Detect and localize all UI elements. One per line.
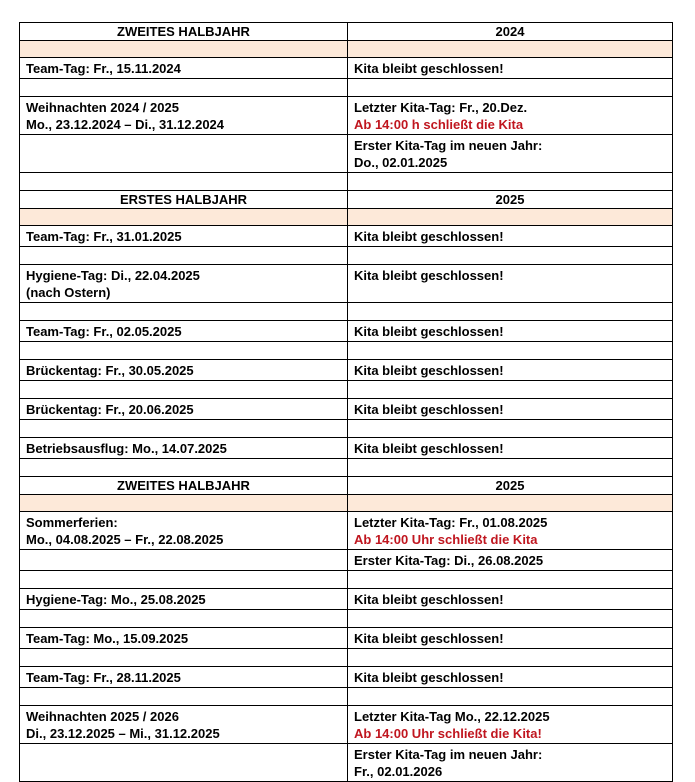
status-text: Letzter Kita-Tag Mo., 22.12.2025 (354, 709, 550, 724)
section-year: 2024 (348, 23, 673, 41)
status-cell (348, 265, 673, 303)
event-text: Mo., 04.08.2025 – Fr., 22.08.2025 (26, 532, 224, 547)
event-text: Team-Tag: Fr., 15.11.2024 (26, 61, 181, 76)
status-text: Kita bleibt geschlossen! (354, 670, 504, 685)
closure-schedule-table (19, 22, 673, 782)
event-cell (20, 321, 348, 342)
event-text: Team-Tag: Fr., 28.11.2025 (26, 670, 181, 685)
status-cell (348, 321, 673, 342)
event-cell (20, 706, 348, 744)
section-title: ERSTES HALBJAHR (20, 191, 348, 209)
status-cell (348, 706, 673, 744)
status-text: Kita bleibt geschlossen! (354, 229, 504, 244)
status-cell (348, 58, 673, 79)
status-cell (348, 399, 673, 420)
shaded-separator-row (20, 495, 673, 512)
event-text: Brückentag: Fr., 30.05.2025 (26, 363, 194, 378)
table-row (20, 58, 673, 79)
table-row (20, 706, 673, 744)
status-text: Kita bleibt geschlossen! (354, 268, 504, 283)
event-text: Betriebsausflug: Mo., 14.07.2025 (26, 441, 227, 456)
status-text: Fr., 02.01.2026 (354, 764, 443, 779)
status-text: Erster Kita-Tag im neuen Jahr: (354, 138, 543, 153)
event-cell (20, 438, 348, 459)
shaded-separator-row (20, 41, 673, 58)
event-cell (20, 550, 348, 571)
status-text: Kita bleibt geschlossen! (354, 631, 504, 646)
event-cell (20, 265, 348, 303)
spacer-row (20, 247, 673, 265)
section-year: 2025 (348, 191, 673, 209)
table-row (20, 744, 673, 782)
status-cell (348, 744, 673, 782)
table-row (20, 628, 673, 649)
table-row (20, 589, 673, 610)
status-cell (348, 512, 673, 550)
table-row (20, 512, 673, 550)
shaded-separator-row (20, 209, 673, 226)
section-header (20, 23, 673, 41)
table-row (20, 97, 673, 135)
status-cell (348, 589, 673, 610)
closing-time-notice: Ab 14:00 Uhr schließt die Kita! (354, 726, 542, 741)
status-text: Kita bleibt geschlossen! (354, 61, 504, 76)
event-text: Team-Tag: Fr., 02.05.2025 (26, 324, 182, 339)
event-text: Brückentag: Fr., 20.06.2025 (26, 402, 194, 417)
event-text: Weihnachten 2024 / 2025 (26, 100, 179, 115)
section-header (20, 477, 673, 495)
spacer-row (20, 79, 673, 97)
table-row (20, 226, 673, 247)
spacer-row (20, 420, 673, 438)
status-text: Kita bleibt geschlossen! (354, 363, 504, 378)
event-text: Mo., 23.12.2024 – Di., 31.12.2024 (26, 117, 225, 132)
status-text: Kita bleibt geschlossen! (354, 592, 504, 607)
status-text: Letzter Kita-Tag: Fr., 01.08.2025 (354, 515, 548, 530)
table-row (20, 135, 673, 173)
event-cell (20, 135, 348, 173)
status-cell (348, 135, 673, 173)
status-text: Kita bleibt geschlossen! (354, 402, 504, 417)
status-text: Letzter Kita-Tag: Fr., 20.Dez. (354, 100, 528, 115)
spacer-row (20, 173, 673, 191)
event-cell (20, 589, 348, 610)
event-text: Team-Tag: Mo., 15.09.2025 (26, 631, 189, 646)
event-cell (20, 399, 348, 420)
event-text: Hygiene-Tag: Di., 22.04.2025 (26, 268, 200, 283)
event-cell (20, 628, 348, 649)
status-cell (348, 226, 673, 247)
closing-time-notice: Ab 14:00 h schließt die Kita (354, 117, 524, 132)
event-text: Hygiene-Tag: Mo., 25.08.2025 (26, 592, 206, 607)
table-row (20, 265, 673, 303)
spacer-row (20, 459, 673, 477)
spacer-row (20, 571, 673, 589)
table-row (20, 321, 673, 342)
status-text: Kita bleibt geschlossen! (354, 441, 504, 456)
status-cell (348, 360, 673, 381)
status-text: Erster Kita-Tag im neuen Jahr: (354, 747, 543, 762)
status-cell (348, 628, 673, 649)
status-cell (348, 667, 673, 688)
closing-time-notice: Ab 14:00 Uhr schließt die Kita (354, 532, 538, 547)
spacer-row (20, 381, 673, 399)
event-cell (20, 512, 348, 550)
section-title: ZWEITES HALBJAHR (20, 477, 348, 495)
status-cell (348, 438, 673, 459)
event-cell (20, 58, 348, 79)
section-title: ZWEITES HALBJAHR (20, 23, 348, 41)
event-text: Team-Tag: Fr., 31.01.2025 (26, 229, 182, 244)
event-text: (nach Ostern) (26, 285, 111, 300)
spacer-row (20, 649, 673, 667)
spacer-row (20, 610, 673, 628)
table-row (20, 667, 673, 688)
status-text: Erster Kita-Tag: Di., 26.08.2025 (354, 553, 544, 568)
table-row (20, 399, 673, 420)
spacer-row (20, 688, 673, 706)
status-cell (348, 550, 673, 571)
event-text: Di., 23.12.2025 – Mi., 31.12.2025 (26, 726, 220, 741)
event-text: Sommerferien: (26, 515, 118, 530)
event-cell (20, 744, 348, 782)
event-cell (20, 360, 348, 381)
status-text: Kita bleibt geschlossen! (354, 324, 504, 339)
table-row (20, 550, 673, 571)
spacer-row (20, 342, 673, 360)
event-text: Weihnachten 2025 / 2026 (26, 709, 179, 724)
event-cell (20, 226, 348, 247)
status-cell (348, 97, 673, 135)
event-cell (20, 97, 348, 135)
table-row (20, 438, 673, 459)
section-year: 2025 (348, 477, 673, 495)
status-text: Do., 02.01.2025 (354, 155, 448, 170)
event-cell (20, 667, 348, 688)
spacer-row (20, 303, 673, 321)
section-header (20, 191, 673, 209)
table-row (20, 360, 673, 381)
